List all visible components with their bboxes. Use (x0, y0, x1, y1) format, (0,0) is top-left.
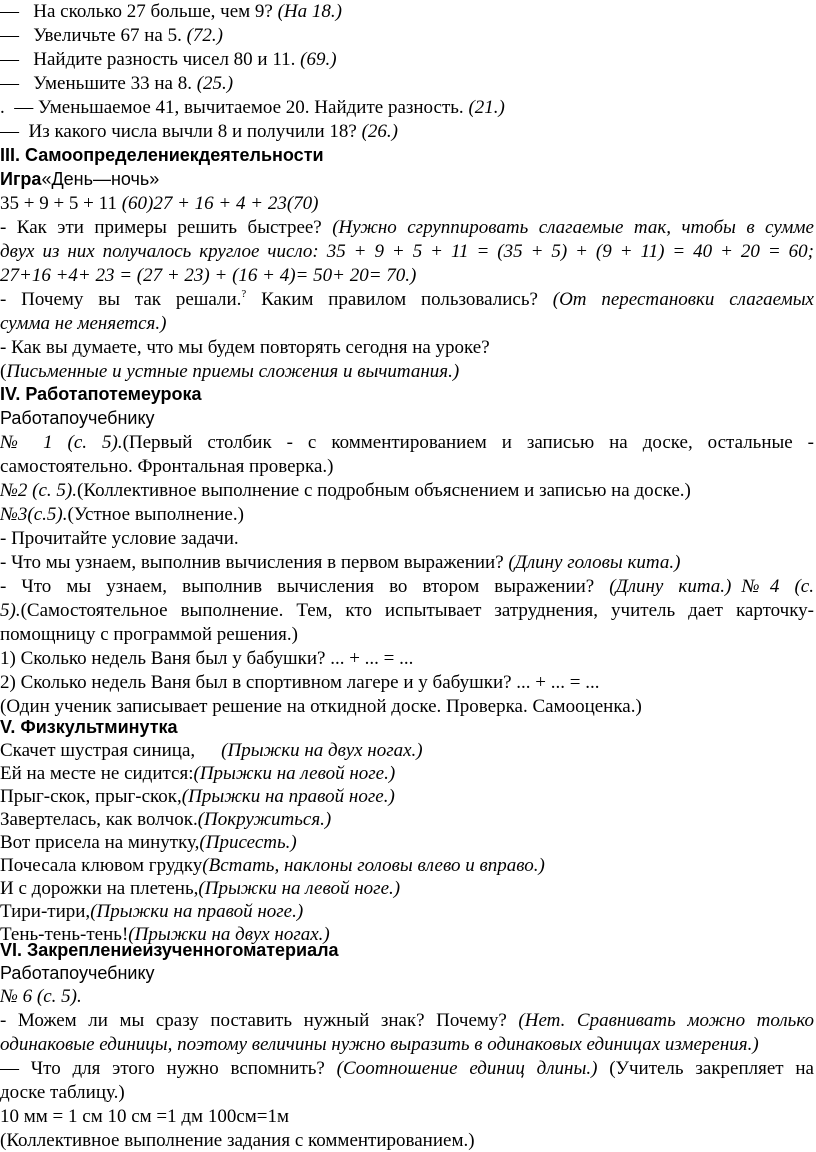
question-text: — Уменьшаемое 41, вычитаемое 20. Найдите разность. (14, 97, 464, 118)
verse-action: (Прыжки на левой ноге.) (193, 763, 396, 784)
plan-step-2: 2) Сколько недель Ваня был в спортивном лагере и у бабушки? ... + ... = ... (0, 672, 600, 693)
examples-line (0, 192, 816, 215)
dash: — (0, 1, 19, 22)
verse-text: Завертелась, как волчок. (0, 809, 198, 830)
task-text: самостоятельно. Фронтальная проверка.) (0, 456, 334, 477)
task-text: (Коллективное выполнение с подробным объяснением и записью на доске.) (77, 480, 691, 501)
verse-text: Тень-тень-тень! (0, 924, 129, 945)
task-2-line (0, 479, 816, 502)
question-text: - Как вы думаете, что мы будем повторять сегодня на уроке? (0, 337, 490, 358)
verse-action: (Присесть.) (199, 832, 297, 853)
question-text: - Как эти примеры решить быстрее? (0, 217, 333, 238)
answer-text: (21.) (468, 97, 505, 118)
note-text: доске таблицу.) (0, 1082, 125, 1103)
answer-text: Письменные и устные приемы сложения и вычитания.) (6, 361, 460, 382)
task-3-line (0, 503, 816, 526)
question-text: Каким правилом пользовались? (246, 289, 553, 310)
section-4-heading: IV. Работапотемеурока (0, 384, 202, 404)
intro-line-4 (0, 72, 816, 95)
answer-text: (72.) (186, 25, 223, 46)
task-text: (Устное выполнение.) (67, 504, 244, 525)
superscript-mark: ? (241, 288, 247, 300)
question-3-line-2 (0, 360, 816, 383)
question-text: - Что мы узнаем, выполнив вычисления во втором выражении? (0, 576, 610, 597)
intro-line-1 (0, 0, 816, 23)
section-3-heading: III. Самоопределениекдеятельности (0, 145, 324, 165)
verse-action: (Прыжки на левой ноге.) (198, 878, 401, 899)
question-text: - Что мы узнаем, выполнив вычисления в первом выражении? (0, 552, 509, 573)
answer-text: (26.) (361, 121, 398, 142)
dash: — (0, 25, 19, 46)
question-1-line-1 (0, 216, 814, 239)
task-number: № 6 (с. 5). (0, 986, 82, 1007)
question-text: — Что для этого нужно вспомнить? (0, 1058, 337, 1079)
dash: — (0, 49, 19, 70)
question-2-line-1 (0, 288, 814, 311)
question-text: Уменьшите 33 на 8. (33, 73, 192, 94)
question-2-line-2 (0, 312, 816, 335)
task-1-line-1 (0, 431, 814, 454)
question-text: - Можем ли мы сразу поставить нужный знак? Почему? (0, 1010, 519, 1031)
answer-text: (Соотношение единиц длины.) (336, 1058, 598, 1079)
answer-text: (Нужно сгруппировать слагаемые так, чтобы в сумме (332, 217, 814, 238)
intro-line-5 (0, 96, 816, 119)
section-6-subheading: Работапоучебнику (0, 963, 155, 983)
answer-text: (Нет. Сравнивать можно только (518, 1010, 814, 1031)
plan-step-1: 1) Сколько недель Ваня был у бабушки? ... + ... = ... (0, 648, 414, 669)
verse-line-4 (0, 808, 816, 831)
answer-text: 27+16 +4+ 23 = (27 + 23) + (16 + 4)= 50+ 20= 70.) (0, 265, 417, 286)
question-whale-line-1 (0, 575, 814, 598)
example-2: (60)27 + 16 + 4 + 23(70) (121, 193, 319, 214)
question-1-line-2 (0, 240, 814, 263)
verse-action: (Покружиться.) (197, 809, 332, 830)
verse-text: Прыг-скок, прыг-скок, (0, 786, 182, 807)
question-text: На сколько 27 больше, чем 9? (33, 1, 273, 22)
verse-line-2 (0, 762, 816, 785)
answer-text: сумма не меняется.) (0, 313, 167, 334)
answer-text: (Длину головы кита.) (508, 552, 681, 573)
read-task-line: - Прочитайте условие задачи. (0, 528, 239, 549)
dot: . (0, 97, 5, 118)
note-text: (Учитель закрепляет на (597, 1058, 814, 1079)
answer-text: (Длину кита.)№4 (с. (609, 576, 814, 597)
verse-text: Почесала клювом грудку (0, 855, 203, 876)
compare-question-line-2 (0, 1033, 816, 1056)
answer-text: (25.) (196, 73, 234, 94)
intro-line-2 (0, 24, 816, 47)
task-number: №3(с.5). (0, 504, 68, 525)
section-5-heading: V. Физкультминутка (0, 717, 178, 737)
verse-line-5 (0, 831, 816, 854)
answer-text: (69.) (300, 49, 337, 70)
verse-text: Вот присела на минутку, (0, 832, 200, 853)
verse-line-3 (0, 785, 816, 808)
verse-action: (Прыжки на двух ногах.) (221, 740, 423, 761)
game-name: «День—ночь» (41, 169, 160, 189)
question-text: Найдите разность чисел 80 и 11. (33, 49, 296, 70)
task-number: №2 (с. 5). (0, 480, 78, 501)
question-text: Увеличьте 67 на 5. (33, 25, 182, 46)
compare-question-line-1 (0, 1009, 814, 1032)
intro-line-3 (0, 48, 816, 71)
task-text: помощницу с программой решения.) (0, 624, 298, 645)
plan-note: (Один ученик записывает решение на откидной доске. Проверка. Самооценка.) (0, 696, 642, 717)
verse-text: Ей на месте не сидится: (0, 763, 194, 784)
verse-text: И с дорожки на плетень, (0, 878, 199, 899)
question-3-line-1 (0, 336, 816, 359)
answer-text: двух из них получалось круглое число: 35 + 9 + 5 + 11 = (35 + 5) + (9 + 11) = 40 + 20 = 60; (0, 241, 814, 262)
question-head-line (0, 551, 816, 574)
verse-text: Скачет шустрая синица, (0, 740, 196, 761)
game-title (0, 168, 816, 191)
answer-text: одинаковые единицы, поэтому величины нужно выразить в одинаковых единицах измерения.) (0, 1034, 759, 1055)
intro-line-6 (0, 120, 816, 143)
answer-text: (От перестановки слагаемых (552, 289, 814, 310)
verse-action: (Прыжки на правой ноге.) (181, 786, 395, 807)
task-text: (Первый столбик - с комментированием и записью на доске, остальные - (122, 432, 814, 453)
question-whale-line-3 (0, 623, 816, 646)
recall-question-line-1 (0, 1057, 814, 1080)
verse-text: Тири-тири, (0, 901, 91, 922)
task-6-line (0, 985, 816, 1008)
question-1-line-3 (0, 264, 816, 287)
section-6-heading: VI. Закреплениеизученногоматериала (0, 940, 339, 960)
verse-line-8 (0, 900, 816, 923)
game-label: Игра (0, 169, 42, 189)
question-whale-line-2 (0, 599, 814, 622)
dash: — (0, 73, 19, 94)
verse-line-7 (0, 877, 816, 900)
verse-line-6 (0, 854, 816, 877)
answer-text: (На 18.) (277, 1, 342, 22)
verse-action: (Прыжки на двух ногах.) (128, 924, 330, 945)
verse-line-1 (0, 739, 816, 762)
task-number: 5). (0, 600, 21, 621)
verse-action: (Прыжки на правой ноге.) (90, 901, 304, 922)
task-1-line-2 (0, 455, 816, 478)
question-text: - Почему вы так решали. (0, 289, 242, 310)
collective-note-line: (Коллективное выполнение задания с комментированием.) (0, 1130, 475, 1151)
question-text: Из какого числа вычли 8 и получили 18? (28, 121, 357, 142)
example-1: 35 + 9 + 5 + 11 (0, 193, 122, 214)
dash: — (0, 121, 19, 142)
task-text: (Самостоятельное выполнение. Тем, кто испытывает затруднения, учитель дает карточку- (20, 600, 814, 621)
task-number: № 1 (с. 5). (0, 432, 123, 453)
paren: ( (0, 361, 7, 382)
recall-question-line-2 (0, 1081, 816, 1104)
units-table-line: 10 мм = 1 см 10 см =1 дм 100см=1м (0, 1106, 290, 1127)
verse-action: (Встать, наклоны головы влево и вправо.) (202, 855, 545, 876)
section-4-subheading: Работапоучебнику (0, 408, 155, 428)
